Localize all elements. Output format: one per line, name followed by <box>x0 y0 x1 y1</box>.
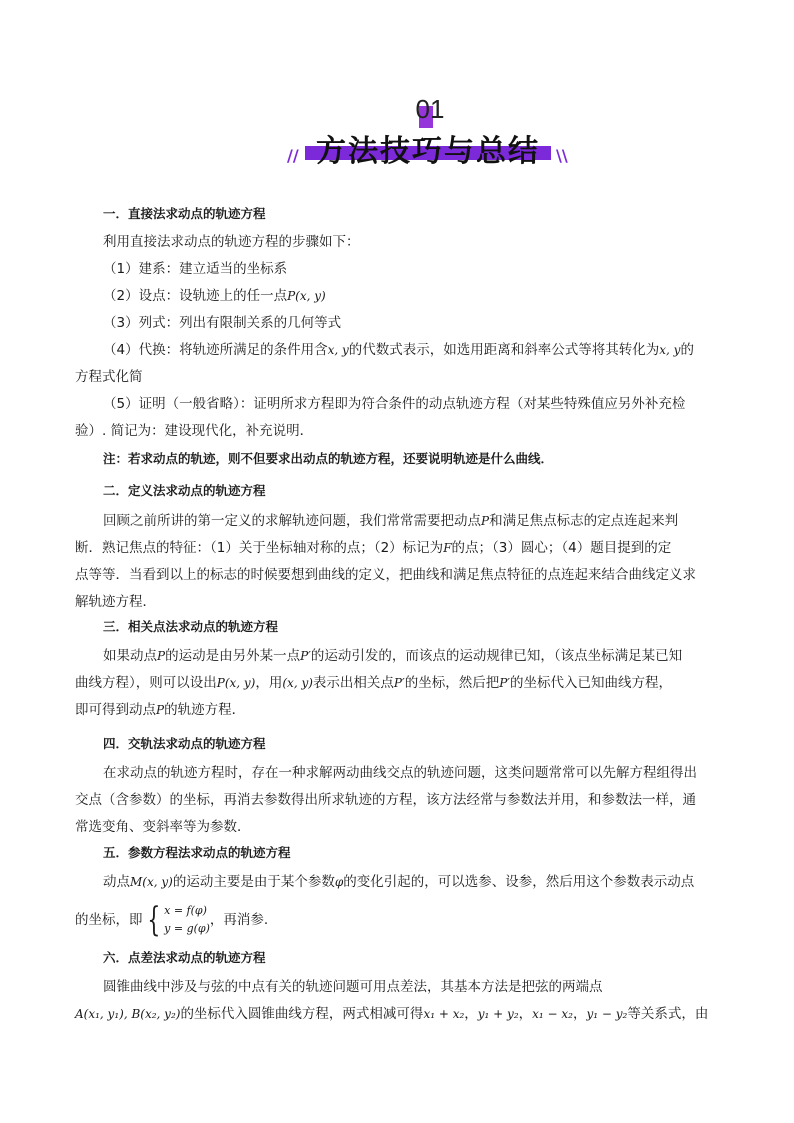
section-5-line-1: 动点M(x, y)的运动主要是由于某个参数φ的变化引起的，可以选参、设参，然后用这个参数表示动点 <box>103 874 695 890</box>
section-2-line-2: 断．熟记焦点的特征：（1）关于坐标轴对称的点；（2）标记为F的点；（3）圆心；（4）题目提到的定 <box>75 540 672 556</box>
section-3-heading: 三．相关点法求动点的轨迹方程 <box>103 619 279 634</box>
step-5-cont: 验）. 简记为：建设现代化，补充说明． <box>75 423 314 439</box>
section-5-heading: 五．参数方程法求动点的轨迹方程 <box>103 845 291 860</box>
section-6-body <box>75 974 725 1028</box>
step-3: （3）列式：列出有限制关系的几何等式 <box>103 315 342 331</box>
equation-system <box>143 900 210 940</box>
step-5: （5）证明（一般省略）：证明所求方程即为符合条件的动点轨迹方程（对某些特殊值应另外补充检 <box>103 396 686 412</box>
step-4: （4）代换：将轨迹所满足的条件用含x, y的代数式表示，如选用距离和斜率公式等将其转化为x, y的 <box>103 342 694 358</box>
step-4-cont: 方程式化简 <box>75 369 143 385</box>
step-1: （1）建系：建立适当的坐标系 <box>103 261 288 277</box>
section-4-line-2: 交点（含参数）的坐标，再消去参数得出所求轨迹的方程，该方法经常与参数法并用，和参数法一样，通 <box>75 792 696 808</box>
section-3-line-1: 如果动点P的运动是由另外某一点P′的运动引发的，而该点的运动规律已知，（该点坐标满足某已知 <box>103 648 683 664</box>
step-2: （2）设点：设轨迹上的任一点P(x, y) <box>103 288 326 304</box>
section-4-heading: 四．交轨法求动点的轨迹方程 <box>103 736 266 751</box>
section-2-body <box>75 508 725 616</box>
section-1-note: 注：若求动点的轨迹，则不但要求出动点的轨迹方程，还要说明轨迹是什么曲线． <box>103 451 554 466</box>
system-equations: x = f(φ) y = g(φ) <box>164 904 210 935</box>
page-title: 方法技巧与总结 <box>316 134 540 169</box>
section-4-body <box>75 760 725 841</box>
section-number: 01 <box>415 94 445 124</box>
section-2-line-3: 点等等．当看到以上的标志的时候要想到曲线的定义，把曲线和满足焦点特征的点连起来结合曲线定义求 <box>75 567 696 583</box>
title-slash-right: \\ <box>556 146 568 165</box>
section-4-line-3: 常选变角、变斜率等为参数． <box>75 819 251 835</box>
section-6-heading: 六．点差法求动点的轨迹方程 <box>103 950 266 965</box>
section-5-body <box>75 869 725 940</box>
section-2-heading: 二．定义法求动点的轨迹方程 <box>103 483 266 498</box>
section-1-intro: 利用直接法求动点的轨迹方程的步骤如下： <box>103 234 360 250</box>
title-slash-left: // <box>287 146 299 165</box>
section-3-line-3: 即可得到动点P的轨迹方程． <box>75 702 246 718</box>
section-6-line-2: A(x₁, y₁), B(x₂, y₂)的坐标代入圆锥曲线方程，两式相减可得x₁ + x₂，y₁ + y₂，x₁ − x₂，y₁ − y₂等关系式，由 <box>75 1006 709 1022</box>
section-6-line-1: 圆锥曲线中涉及与弦的中点有关的轨迹问题可用点差法，其基本方法是把弦的两端点 <box>103 979 603 995</box>
section-3-line-2: 曲线方程），则可以设出P(x, y)，用(x, y)表示出相关点P′的坐标，然后把P′的坐标代入已知曲线方程， <box>75 675 673 691</box>
section-1-heading: 一．直接法求动点的轨迹方程 <box>103 206 266 221</box>
section-5-line-2: 的坐标，即 { x = f(φ) y = g(φ)，再消参. <box>75 900 269 940</box>
section-1-body <box>75 229 725 472</box>
section-2-line-1: 回顾之前所讲的第一定义的求解轨迹问题，我们常常需要把动点P和满足焦点标志的定点连起来判 <box>103 513 679 529</box>
section-3-body <box>75 643 725 724</box>
section-4-line-1: 在求动点的轨迹方程时，存在一种求解两动曲线交点的轨迹问题，这类问题常常可以先解方程组得出 <box>103 765 697 781</box>
left-brace: { <box>146 900 160 940</box>
section-2-line-4: 解轨迹方程． <box>75 594 156 610</box>
